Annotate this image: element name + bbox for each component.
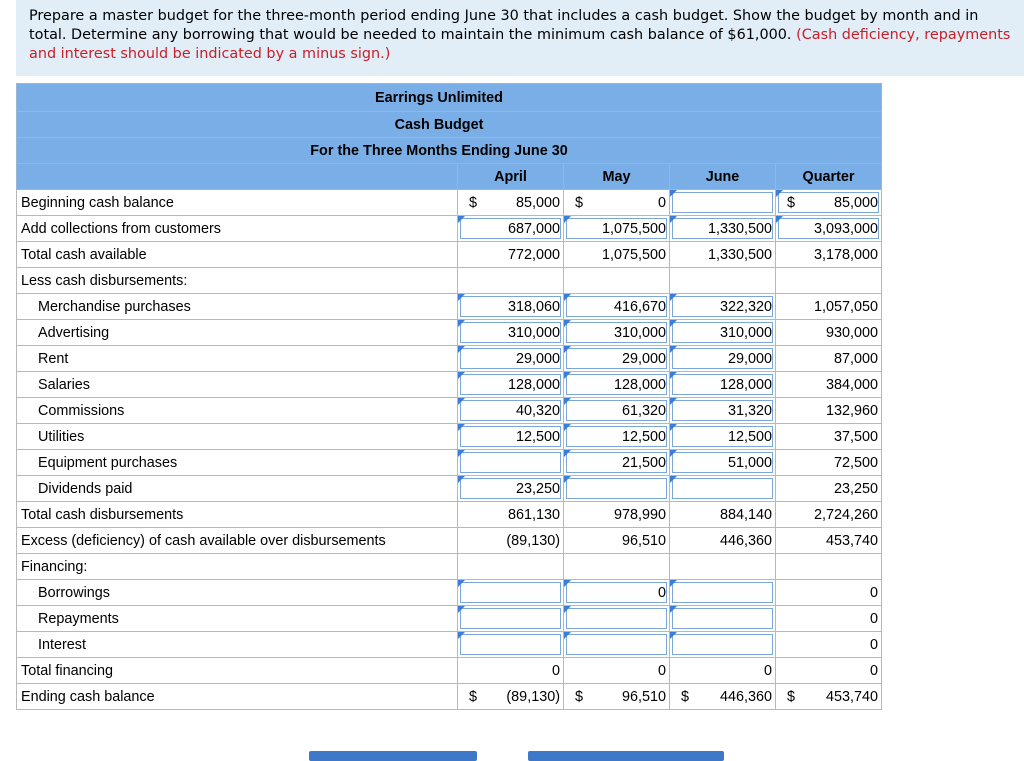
cell-may[interactable] xyxy=(564,450,670,476)
cell-june[interactable] xyxy=(670,398,776,424)
cell-june[interactable] xyxy=(670,450,776,476)
table-row xyxy=(17,554,882,580)
row-label: Equipment purchases xyxy=(17,450,458,476)
row-label: Add collections from customers xyxy=(17,216,458,242)
cell-value: 1,057,050 xyxy=(813,299,878,315)
cash-budget-table xyxy=(16,83,882,710)
cell-quarter xyxy=(776,554,882,580)
table-row xyxy=(17,424,882,450)
cell-may[interactable] xyxy=(564,476,670,502)
cell-april xyxy=(458,268,564,294)
cell-value: 3,178,000 xyxy=(813,247,878,263)
currency-symbol: $ xyxy=(575,195,584,211)
cell-june[interactable] xyxy=(670,606,776,632)
cell-value: 384,000 xyxy=(825,377,878,393)
cell-june xyxy=(670,242,776,268)
cell-may xyxy=(564,658,670,684)
cell-quarter xyxy=(776,294,882,320)
row-label: Salaries xyxy=(17,372,458,398)
table-row xyxy=(17,372,882,398)
cell-june[interactable] xyxy=(670,190,776,216)
cell-quarter xyxy=(776,242,882,268)
table-row xyxy=(17,268,882,294)
statement-title: Cash Budget xyxy=(17,112,882,138)
table-row xyxy=(17,346,882,372)
cell-value: 446,360 xyxy=(719,689,772,705)
table-row xyxy=(17,242,882,268)
row-label: Commissions xyxy=(17,398,458,424)
row-label: Repayments xyxy=(17,606,458,632)
cell-quarter xyxy=(776,476,882,502)
table-row xyxy=(17,450,882,476)
cell-may[interactable] xyxy=(564,632,670,658)
cell-april[interactable] xyxy=(458,398,564,424)
table-row xyxy=(17,580,882,606)
cell-june xyxy=(670,528,776,554)
cell-june[interactable] xyxy=(670,372,776,398)
currency-symbol: $ xyxy=(469,689,478,705)
row-label: Advertising xyxy=(17,320,458,346)
cell-june[interactable] xyxy=(670,320,776,346)
cell-may xyxy=(564,502,670,528)
cell-quarter xyxy=(776,606,882,632)
cell-quarter xyxy=(776,372,882,398)
cell-value: 23,250 xyxy=(833,481,878,497)
row-label: Less cash disbursements: xyxy=(17,268,458,294)
cell-value: 310,000 xyxy=(507,325,560,341)
row-label: Total financing xyxy=(17,658,458,684)
cell-may[interactable] xyxy=(564,580,670,606)
cell-april[interactable] xyxy=(458,216,564,242)
cell-value: 31,320 xyxy=(727,403,772,419)
header-blank xyxy=(17,164,458,190)
cell-value: 12,500 xyxy=(515,429,560,445)
cell-value: 861,130 xyxy=(507,507,560,523)
row-label: Merchandise purchases xyxy=(17,294,458,320)
row-label: Excess (deficiency) of cash available over disbursements xyxy=(17,528,458,554)
instructions-note: (Cash deficiency, repayments and interest should be indicated by a minus sign.) xyxy=(29,27,1011,62)
cell-june xyxy=(670,684,776,710)
cell-may xyxy=(564,190,670,216)
cell-april[interactable] xyxy=(458,320,564,346)
cell-value: 29,000 xyxy=(621,351,666,367)
cell-value: (89,130) xyxy=(506,533,560,549)
cell-may[interactable] xyxy=(564,606,670,632)
cell-value: 0 xyxy=(657,585,666,601)
cell-value: 96,510 xyxy=(621,533,666,549)
table-row xyxy=(17,632,882,658)
period-title: For the Three Months Ending June 30 xyxy=(17,138,882,164)
cell-june xyxy=(670,554,776,580)
cell-may[interactable] xyxy=(564,372,670,398)
cell-value: 446,360 xyxy=(719,533,772,549)
cell-april[interactable] xyxy=(458,580,564,606)
row-label: Dividends paid xyxy=(17,476,458,502)
cell-value: 85,000 xyxy=(515,195,560,211)
row-label: Financing: xyxy=(17,554,458,580)
cell-quarter xyxy=(776,502,882,528)
cell-value: 85,000 xyxy=(833,195,878,211)
cell-value: 453,740 xyxy=(825,689,878,705)
col-header-quarter: Quarter xyxy=(776,164,882,190)
cell-quarter xyxy=(776,684,882,710)
cell-value: 1,075,500 xyxy=(601,247,666,263)
cell-value: 884,140 xyxy=(719,507,772,523)
next-button[interactable] xyxy=(528,751,724,761)
cell-value: 40,320 xyxy=(515,403,560,419)
table-row xyxy=(17,658,882,684)
cell-april[interactable] xyxy=(458,424,564,450)
cell-april[interactable] xyxy=(458,606,564,632)
cell-may[interactable] xyxy=(564,216,670,242)
cell-june[interactable] xyxy=(670,476,776,502)
cell-value: 1,330,500 xyxy=(707,221,772,237)
cell-may[interactable] xyxy=(564,346,670,372)
cell-quarter xyxy=(776,346,882,372)
cell-april[interactable] xyxy=(458,450,564,476)
cell-value: 978,990 xyxy=(613,507,666,523)
cell-value: 0 xyxy=(551,663,560,679)
table-row xyxy=(17,216,882,242)
cell-april[interactable] xyxy=(458,372,564,398)
cell-value: 318,060 xyxy=(507,299,560,315)
cell-may xyxy=(564,528,670,554)
instructions-panel xyxy=(16,0,1024,76)
cell-quarter xyxy=(776,632,882,658)
currency-symbol: $ xyxy=(787,689,796,705)
cell-june[interactable] xyxy=(670,632,776,658)
cell-may[interactable] xyxy=(564,320,670,346)
cell-value: 0 xyxy=(869,637,878,653)
cell-value: 29,000 xyxy=(515,351,560,367)
row-label: Utilities xyxy=(17,424,458,450)
cell-value: 2,724,260 xyxy=(813,507,878,523)
cell-quarter xyxy=(776,424,882,450)
cell-april xyxy=(458,242,564,268)
cell-value: 21,500 xyxy=(621,455,666,471)
cell-value: (89,130) xyxy=(506,689,560,705)
cell-june[interactable] xyxy=(670,580,776,606)
cell-value: 322,320 xyxy=(719,299,772,315)
cell-value: 930,000 xyxy=(825,325,878,341)
cell-april[interactable] xyxy=(458,632,564,658)
cell-may xyxy=(564,684,670,710)
cell-value: 96,510 xyxy=(621,689,666,705)
cell-june xyxy=(670,502,776,528)
table-row xyxy=(17,606,882,632)
currency-symbol: $ xyxy=(575,689,584,705)
cell-value: 128,000 xyxy=(613,377,666,393)
currency-symbol: $ xyxy=(469,195,478,211)
currency-symbol: $ xyxy=(681,689,690,705)
cell-value: 3,093,000 xyxy=(813,221,878,237)
cell-april[interactable] xyxy=(458,476,564,502)
cell-may xyxy=(564,268,670,294)
cell-value: 128,000 xyxy=(507,377,560,393)
cell-value: 453,740 xyxy=(825,533,878,549)
col-header-april: April xyxy=(458,164,564,190)
cell-may[interactable] xyxy=(564,398,670,424)
table-row xyxy=(17,190,882,216)
cell-value: 416,670 xyxy=(613,299,666,315)
cell-value: 310,000 xyxy=(613,325,666,341)
cell-june[interactable] xyxy=(670,294,776,320)
cell-value: 37,500 xyxy=(833,429,878,445)
cell-value: 0 xyxy=(657,195,666,211)
cell-value: 29,000 xyxy=(727,351,772,367)
cell-value: 128,000 xyxy=(719,377,772,393)
table-row xyxy=(17,684,882,710)
cell-quarter xyxy=(776,580,882,606)
cell-april xyxy=(458,684,564,710)
cell-april[interactable] xyxy=(458,346,564,372)
cell-value: 0 xyxy=(869,663,878,679)
cell-value: 772,000 xyxy=(507,247,560,263)
row-label: Interest xyxy=(17,632,458,658)
row-label: Beginning cash balance xyxy=(17,190,458,216)
cell-june[interactable] xyxy=(670,216,776,242)
cell-value: 51,000 xyxy=(727,455,772,471)
cell-quarter xyxy=(776,528,882,554)
cell-value: 12,500 xyxy=(727,429,772,445)
cell-april xyxy=(458,502,564,528)
cell-value: 0 xyxy=(869,585,878,601)
cell-value: 0 xyxy=(657,663,666,679)
cell-value: 0 xyxy=(869,611,878,627)
cell-may[interactable] xyxy=(564,424,670,450)
cell-may xyxy=(564,242,670,268)
cell-june[interactable] xyxy=(670,424,776,450)
cell-quarter[interactable] xyxy=(776,190,882,216)
cell-april xyxy=(458,190,564,216)
cell-april xyxy=(458,554,564,580)
cell-value: 132,960 xyxy=(825,403,878,419)
table-row xyxy=(17,502,882,528)
cell-value: 61,320 xyxy=(621,403,666,419)
row-label: Total cash available xyxy=(17,242,458,268)
cell-value: 12,500 xyxy=(621,429,666,445)
row-label: Total cash disbursements xyxy=(17,502,458,528)
cell-june[interactable] xyxy=(670,346,776,372)
currency-symbol: $ xyxy=(787,195,796,211)
row-label: Borrowings xyxy=(17,580,458,606)
table-row xyxy=(17,320,882,346)
cell-june xyxy=(670,268,776,294)
cell-value: 23,250 xyxy=(515,481,560,497)
instructions-text: Prepare a master budget for the three-month period ending June 30 that includes a cash budget. Show the budget by month and in total. Determine any borrowing that would be needed to maintain the minimum cash balance of $61,000. xyxy=(29,8,979,43)
cell-value: 1,330,500 xyxy=(707,247,772,263)
cell-quarter xyxy=(776,320,882,346)
table-row xyxy=(17,294,882,320)
cell-may[interactable] xyxy=(564,294,670,320)
cell-june xyxy=(670,658,776,684)
cell-april[interactable] xyxy=(458,294,564,320)
row-label: Rent xyxy=(17,346,458,372)
cell-may xyxy=(564,554,670,580)
check-answer-button[interactable] xyxy=(309,751,477,761)
cell-value: 687,000 xyxy=(507,221,560,237)
cell-april xyxy=(458,528,564,554)
row-label: Ending cash balance xyxy=(17,684,458,710)
cell-quarter xyxy=(776,268,882,294)
cell-quarter xyxy=(776,658,882,684)
cell-value: 310,000 xyxy=(719,325,772,341)
table-row xyxy=(17,398,882,424)
cell-value: 1,075,500 xyxy=(601,221,666,237)
company-name: Earrings Unlimited xyxy=(17,84,882,112)
table-row xyxy=(17,528,882,554)
cell-value: 72,500 xyxy=(833,455,878,471)
cell-value: 87,000 xyxy=(833,351,878,367)
cell-quarter xyxy=(776,398,882,424)
cell-value: 0 xyxy=(763,663,772,679)
col-header-june: June xyxy=(670,164,776,190)
cell-april xyxy=(458,658,564,684)
col-header-may: May xyxy=(564,164,670,190)
cell-quarter xyxy=(776,450,882,476)
table-row xyxy=(17,476,882,502)
cell-quarter[interactable] xyxy=(776,216,882,242)
